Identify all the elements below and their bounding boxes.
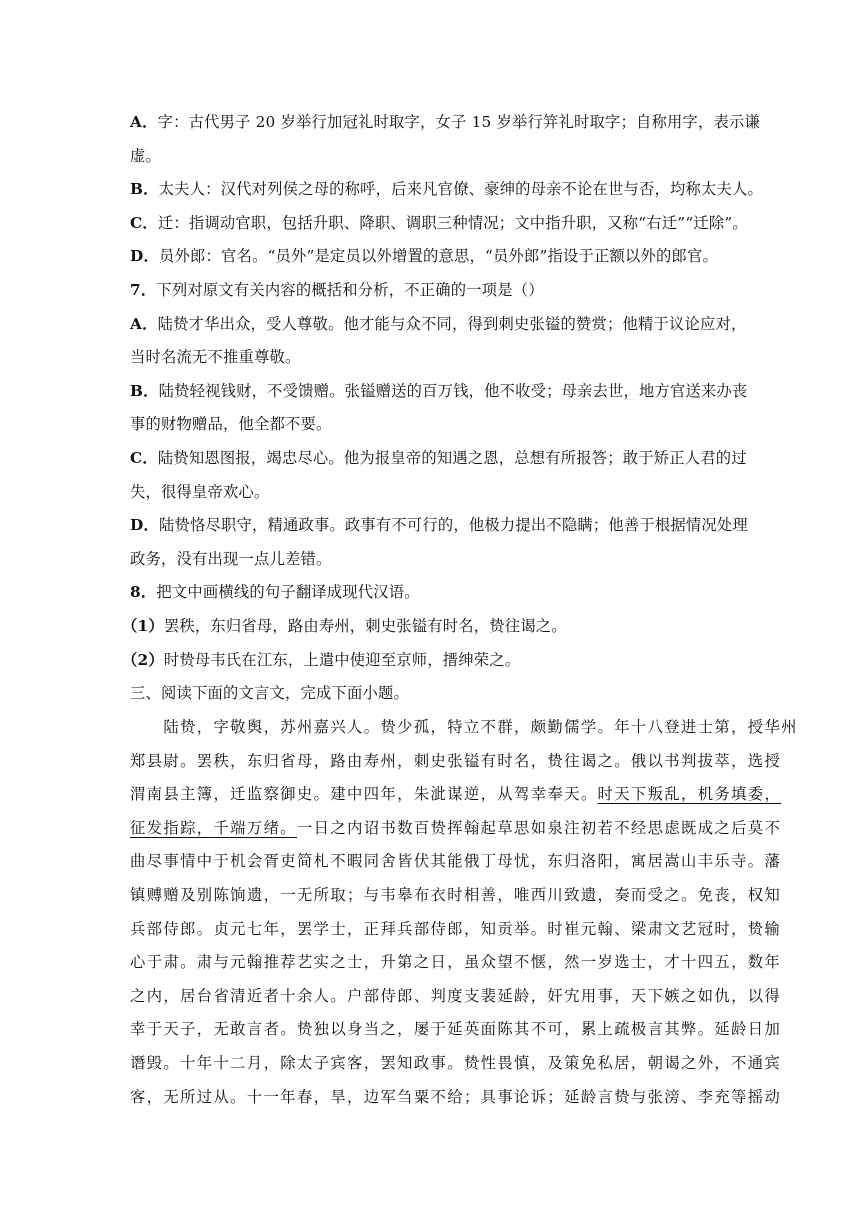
passage-line: 心于肃。肃与元翰推荐艺实之士，升第之日，虽众望不惬，然一岁选士，才十四五，数年 [130,953,782,971]
q7-option-a-line-1: A．陆贽才华出众，受人尊敬。他才能与众不同，得到刺史张镒的赞赏；他精于议论应对， [130,315,747,333]
item-marker: B． [130,382,159,400]
passage-line: 兵部侍郎。贞元七年，罢学士，正拜兵部侍郎，知贡举。时崔元翰、梁肃文艺冠时，贽输 [130,920,782,938]
item-marker: 7． [130,281,157,299]
passage-line: 镇赙赠及别陈饷遗，一无所取；与韦皋布衣时相善，唯西川致遗，奏而受之。免丧，权知 [130,886,782,904]
passage-line [130,817,782,839]
item-marker: D． [130,247,159,265]
q7-option-c-line-2: 失，很得皇帝欢心。 [130,483,270,501]
q7-option-d-line-2: 政务，没有出现一点儿差错。 [130,550,332,568]
q7-option-d-line-1: D．陆贽恪尽职守，精通政事。政事有不可行的，他极力提出不隐瞒；他善于根据情况处理 [130,516,748,534]
option-b-line: B．太夫人：汉代对列侯之母的称呼，后来凡官僚、豪绅的母亲不论在世与否，均称太夫人。 [130,180,764,198]
option-a-line-2: 虚。 [130,147,161,165]
underlined-sentence: 时天下叛乱，机务填委， [597,785,782,803]
section-3-heading: 三、阅读下面的文言文，完成下面小题。 [130,684,409,702]
option-d-line: D．员外郎：官名。“员外”是定员以外增置的意思，“员外郎”指设于正额以外的郎官。 [130,247,718,265]
q7-option-c-line-1: C．陆贽知恩图报，竭忠尽心。他为报皇帝的知遇之恩，总想有所报答；敢于矫正人君的过 [130,449,747,467]
item-marker: C． [130,214,158,232]
item-marker: 8． [130,583,157,601]
q8-sentence-1: （1）罢秩，东归省母，路由寿州，刺史张镒有时名，贽往谒之。 [122,617,567,635]
q8-sentence-2: （2）时贽母韦氏在江东，上遣中使迎至京师，搢绅荣之。 [122,651,521,669]
q7-option-b-line-1: B．陆贽轻视钱财，不受馈赠。张镒赠送的百万钱，他不收受；母亲去世，地方官送来办丧 [130,382,748,400]
passage-line: 谮毁。十年十二月，除太子宾客，罢知政事。贽性畏慎，及策免私居，朝谒之外，不通宾 [130,1054,782,1072]
passage-text: 一日之内诏书数百贽挥翰起草思如泉注初若不经思虑既成之后莫不 [296,819,782,837]
item-marker: B． [130,180,159,198]
item-marker: （2） [122,651,164,669]
passage-line: 曲尽事情中于机会胥吏简札不暇同舍皆伏其能俄丁母忧，东归洛阳，寓居嵩山丰乐寺。藩 [130,852,782,870]
q7-option-b-line-2: 事的财物赠品，他全都不要。 [130,415,332,433]
passage-line: 郑县尉。罢秩，东归省母，路由寿州，刺史张镒有时名，贽往谒之。俄以书判拔萃，选授 [130,752,782,770]
underlined-sentence: 征发指踪，千端万绪。 [130,819,297,837]
passage-line: 陆贽，字敬舆，苏州嘉兴人。贽少孤，特立不群，颇勤儒学。年十八登进士第，授华州 [130,718,798,736]
passage-line: 幸于天子，无敢言者。贽独以身当之，屡于延英面陈其不可，累上疏极言其弊。延龄日加 [130,1020,782,1038]
item-marker: A． [130,113,158,131]
item-marker: A． [130,315,158,333]
q7-option-a-line-2: 当时名流无不推重尊敬。 [130,348,301,366]
item-marker: （1） [122,617,164,635]
question-8-stem: 8．把文中画横线的句子翻译成现代汉语。 [130,583,420,601]
option-a-line-1: A．字：古代男子 20 岁举行加冠礼时取字，女子 15 岁举行笄礼时取字；自称用字，表示谦 [130,113,760,131]
item-marker: C． [130,449,158,467]
passage-line: 之内，居台省清近者十余人。户部侍郎、判度支裴延龄，奸宄用事，天下嫉之如仇，以得 [130,987,782,1005]
passage-line [130,783,782,805]
question-7-stem: 7．下列对原文有关内容的概括和分析，不正确的一项是（） [130,281,544,299]
option-c-line: C．迁：指调动官职，包括升职、降职、调职三种情况；文中指升职，又称“右迁”“迁除”。 [130,214,748,232]
item-marker: D． [130,516,159,534]
passage-line: 客，无所过从。十一年春，旱，边军刍粟不给；具事论诉；延龄言贽与张滂、李充等摇动 [130,1088,782,1106]
passage-text: 渭南县主簿，迁监察御史。建中四年，朱泚谋逆，从驾幸奉天。 [130,785,598,803]
